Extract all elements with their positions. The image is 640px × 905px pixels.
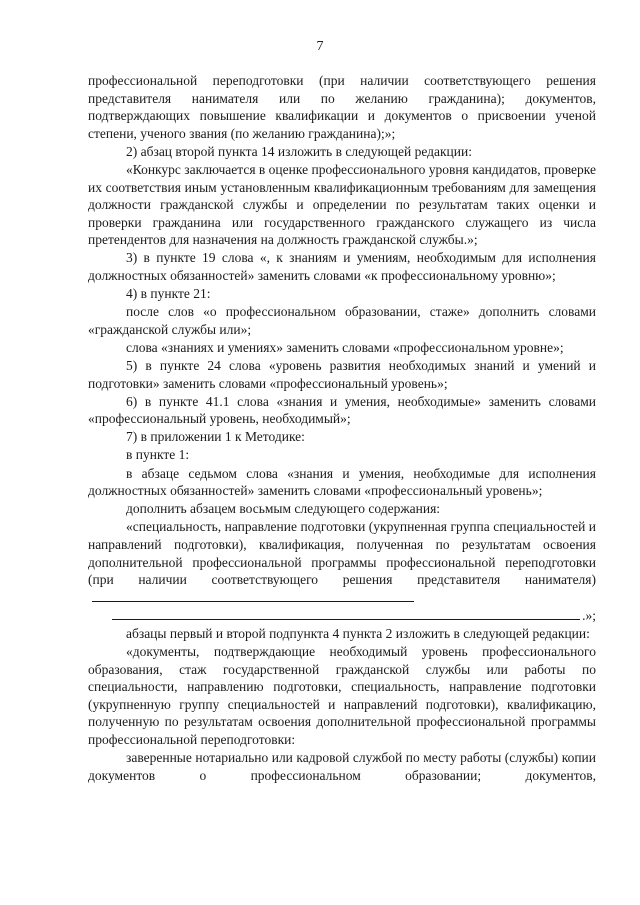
paragraph-item-7-point-1: в пункте 1:: [126, 447, 190, 463]
blank-line-continuation: [88, 607, 596, 625]
paragraph-item-7-seventh-abzac: в абзаце седьмом слова «знания и умения, необходимые для исполнения должностных обязанностей» заменить словами «профессиональный уровень»;: [88, 465, 596, 499]
blank-rule-2: [112, 607, 580, 620]
quote-specialnost-end: .»;: [582, 607, 596, 623]
paragraph-quote-dokumenty: «документы, подтверждающие необходимый уровень профессионального образования, стаж государственной гражданской службы или работы по специальности, направлению подготовки, специальность, направление подготовки (укрупненную группу специальностей и направлений подготовки), квалификацию, полученную по результатам освоения дополнительной профессиональной программы профессиональной переподготовки:: [88, 644, 596, 747]
paragraph-item-4-after-words: после слов «о профессиональном образовании, стаже» дополнить словами «гражданской службы или»;: [88, 304, 596, 337]
paragraph-item-3: 3) в пункте 19 слова «, к знаниям и умениям, необходимым для исполнения должностных обязанностей» заменить словами «к профессиональному уровню»;: [88, 250, 596, 284]
document-body: [88, 72, 596, 785]
paragraph-zaverennye: заверенные нотариально или кадровой службой по месту работы (службы) копии документов о профессиональном образовании; документов,: [88, 750, 596, 783]
paragraph-subpoint-4: абзацы первый и второй подпункта 4 пункта 2 изложить в следующей редакции:: [126, 625, 590, 641]
paragraph-item-6: 6) в пункте 41.1 слова «знания и умения, необходимые» заменить словами «профессиональный уровень, необходимый»;: [88, 393, 596, 427]
paragraph-quote-konkurs: «Конкурс заключается в оценке профессионального уровня кандидатов, проверке их соответствия иным установленным квалификационным требованиям для замещения должности гражданской службы и определении по результатам таких оценки и проверки гражданина или государственного гражданского служащего из числа претендентов для назначения на должность гражданской службы.»;: [88, 161, 596, 248]
paragraph-item-4: 4) в пункте 21:: [126, 286, 211, 302]
quote-specialnost-text: «специальность, направление подготовки (укрупненная группа специальностей и направлений подготовки), квалификация, полученная по результатам освоения дополнительной профессиональной программы профессиональной переподготовки (при наличии соответствующего решения представителя нанимателя): [88, 519, 596, 588]
paragraph-item-4-words: слова «знаниях и умениях» заменить словами «профессиональном уровне»;: [126, 339, 564, 355]
paragraph-continuation: профессиональной переподготовки (при наличии соответствующего решения представителя нанимателя или по желанию гражданина); документов, подтверждающих повышение квалификации и документов о присвоении ученой степени, ученого звания (по желанию гражданина);»;: [88, 73, 596, 141]
paragraph-item-5: 5) в пункте 24 слова «уровень развития необходимых знаний и умений и подготовки» заменить словами «профессиональный уровень»;: [88, 358, 596, 391]
paragraph-item-7: 7) в приложении 1 к Методике:: [126, 429, 305, 445]
page-number: 7: [316, 39, 324, 54]
paragraph-item-7-add-eighth: дополнить абзацем восьмым следующего содержания:: [126, 501, 441, 517]
blank-rule-1: [92, 589, 414, 602]
paragraph-item-2: 2) абзац второй пункта 14 изложить в следующей редакции:: [126, 143, 472, 159]
paragraph-quote-specialnost: [88, 518, 596, 606]
